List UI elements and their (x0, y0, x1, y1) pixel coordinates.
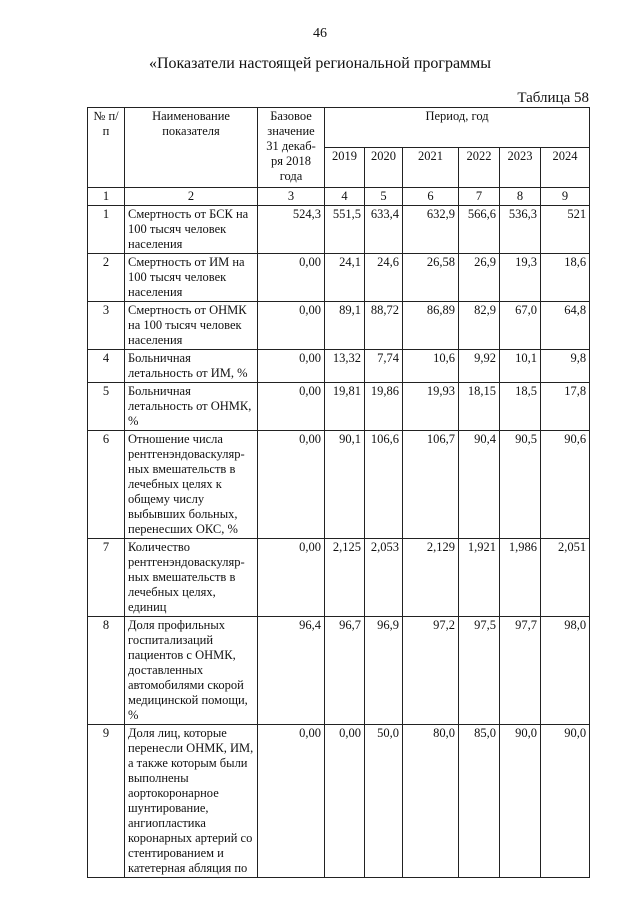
base-value: 0,00 (258, 383, 325, 431)
row-number: 3 (88, 302, 125, 350)
year-value: 10,6 (403, 350, 459, 383)
column-number: 8 (500, 188, 541, 206)
year-value: 7,74 (365, 350, 403, 383)
year-value: 17,8 (541, 383, 590, 431)
header-year: 2024 (541, 148, 590, 188)
row-number: 8 (88, 617, 125, 725)
year-value: 13,32 (325, 350, 365, 383)
year-value: 97,7 (500, 617, 541, 725)
table-row (88, 206, 590, 254)
year-value: 19,81 (325, 383, 365, 431)
year-value: 19,86 (365, 383, 403, 431)
header-year: 2021 (403, 148, 459, 188)
year-value: 632,9 (403, 206, 459, 254)
year-value: 536,3 (500, 206, 541, 254)
base-value: 0,00 (258, 725, 325, 878)
indicator-name: Доля профильных госпитализаций пациентов с ОНМК, доставленных автомобилями скорой медицинской помощи, % (125, 617, 258, 725)
year-value: 82,9 (459, 302, 500, 350)
base-value: 524,3 (258, 206, 325, 254)
base-value: 96,4 (258, 617, 325, 725)
page-title: «Показатели настоящей региональной программы (148, 55, 492, 72)
row-number: 4 (88, 350, 125, 383)
header-year: 2019 (325, 148, 365, 188)
year-value: 85,0 (459, 725, 500, 878)
year-value: 90,1 (325, 431, 365, 539)
year-value: 90,0 (541, 725, 590, 878)
year-value: 10,1 (500, 350, 541, 383)
table-caption: Таблица 58 (517, 90, 589, 106)
row-number: 6 (88, 431, 125, 539)
table-row (88, 539, 590, 617)
year-value: 90,0 (500, 725, 541, 878)
year-value: 106,7 (403, 431, 459, 539)
column-numbers-row (88, 188, 590, 206)
year-value: 551,5 (325, 206, 365, 254)
year-value: 9,8 (541, 350, 590, 383)
table-row (88, 617, 590, 725)
base-value: 0,00 (258, 539, 325, 617)
table-row (88, 725, 590, 878)
table-row (88, 350, 590, 383)
column-number: 6 (403, 188, 459, 206)
header-num: № п/п (88, 108, 125, 188)
indicator-name: Больничная летальность от ОНМК, % (125, 383, 258, 431)
base-value: 0,00 (258, 254, 325, 302)
year-value: 1,921 (459, 539, 500, 617)
indicator-name: Смертность от ИМ на 100 тысяч человек населения (125, 254, 258, 302)
year-value: 98,0 (541, 617, 590, 725)
row-number: 1 (88, 206, 125, 254)
year-value: 521 (541, 206, 590, 254)
header-year: 2020 (365, 148, 403, 188)
year-value: 90,6 (541, 431, 590, 539)
year-value: 24,6 (365, 254, 403, 302)
row-number: 5 (88, 383, 125, 431)
column-number: 7 (459, 188, 500, 206)
indicator-name: Смертность от БСК на 100 тысяч человек населения (125, 206, 258, 254)
column-number: 2 (125, 188, 258, 206)
indicator-name: Больничная летальность от ИМ, % (125, 350, 258, 383)
year-value: 18,6 (541, 254, 590, 302)
year-value: 80,0 (403, 725, 459, 878)
year-value: 24,1 (325, 254, 365, 302)
year-value: 18,15 (459, 383, 500, 431)
year-value: 50,0 (365, 725, 403, 878)
indicator-name: Смертность от ОНМК на 100 тысяч человек населения (125, 302, 258, 350)
header-year: 2023 (500, 148, 541, 188)
year-value: 0,00 (325, 725, 365, 878)
table-row (88, 254, 590, 302)
year-value: 67,0 (500, 302, 541, 350)
year-value: 96,7 (325, 617, 365, 725)
year-value: 26,58 (403, 254, 459, 302)
table-row (88, 383, 590, 431)
column-number: 1 (88, 188, 125, 206)
base-value: 0,00 (258, 431, 325, 539)
row-number: 7 (88, 539, 125, 617)
year-value: 2,051 (541, 539, 590, 617)
year-value: 18,5 (500, 383, 541, 431)
year-value: 19,93 (403, 383, 459, 431)
year-value: 90,5 (500, 431, 541, 539)
year-value: 97,2 (403, 617, 459, 725)
page-number: 46 (313, 26, 327, 41)
table-row (88, 302, 590, 350)
year-value: 2,129 (403, 539, 459, 617)
year-value: 64,8 (541, 302, 590, 350)
row-number: 9 (88, 725, 125, 878)
year-value: 86,89 (403, 302, 459, 350)
indicator-name: Количество рентгенэндоваскуляр-ных вмешательств в лечебных целях, единиц (125, 539, 258, 617)
year-value: 2,125 (325, 539, 365, 617)
header-name: Наименование показателя (125, 108, 258, 188)
year-value: 26,9 (459, 254, 500, 302)
base-value: 0,00 (258, 350, 325, 383)
indicators-table (87, 107, 590, 878)
column-number: 4 (325, 188, 365, 206)
year-value: 1,986 (500, 539, 541, 617)
year-value: 2,053 (365, 539, 403, 617)
column-number: 9 (541, 188, 590, 206)
year-value: 90,4 (459, 431, 500, 539)
header-year: 2022 (459, 148, 500, 188)
row-number: 2 (88, 254, 125, 302)
year-value: 106,6 (365, 431, 403, 539)
column-number: 3 (258, 188, 325, 206)
year-value: 19,3 (500, 254, 541, 302)
indicator-name: Доля лиц, которые перенесли ОНМК, ИМ, а также которым были выполнены аортокоронарное шунтирование, ангиопластика коронарных артерий со стентированием и катетерная абляция по (125, 725, 258, 878)
header-period: Период, год (325, 108, 590, 148)
indicator-name: Отношение числа рентгенэндоваскуляр-ных вмешательств в лечебных целях к общему числу выбывших больных, перенесших ОКС, % (125, 431, 258, 539)
year-value: 566,6 (459, 206, 500, 254)
base-value: 0,00 (258, 302, 325, 350)
year-value: 9,92 (459, 350, 500, 383)
year-value: 88,72 (365, 302, 403, 350)
header-base: Базовое значение 31 декаб-ря 2018 года (258, 108, 325, 188)
column-number: 5 (365, 188, 403, 206)
year-value: 96,9 (365, 617, 403, 725)
table-row (88, 431, 590, 539)
year-value: 97,5 (459, 617, 500, 725)
year-value: 633,4 (365, 206, 403, 254)
year-value: 89,1 (325, 302, 365, 350)
